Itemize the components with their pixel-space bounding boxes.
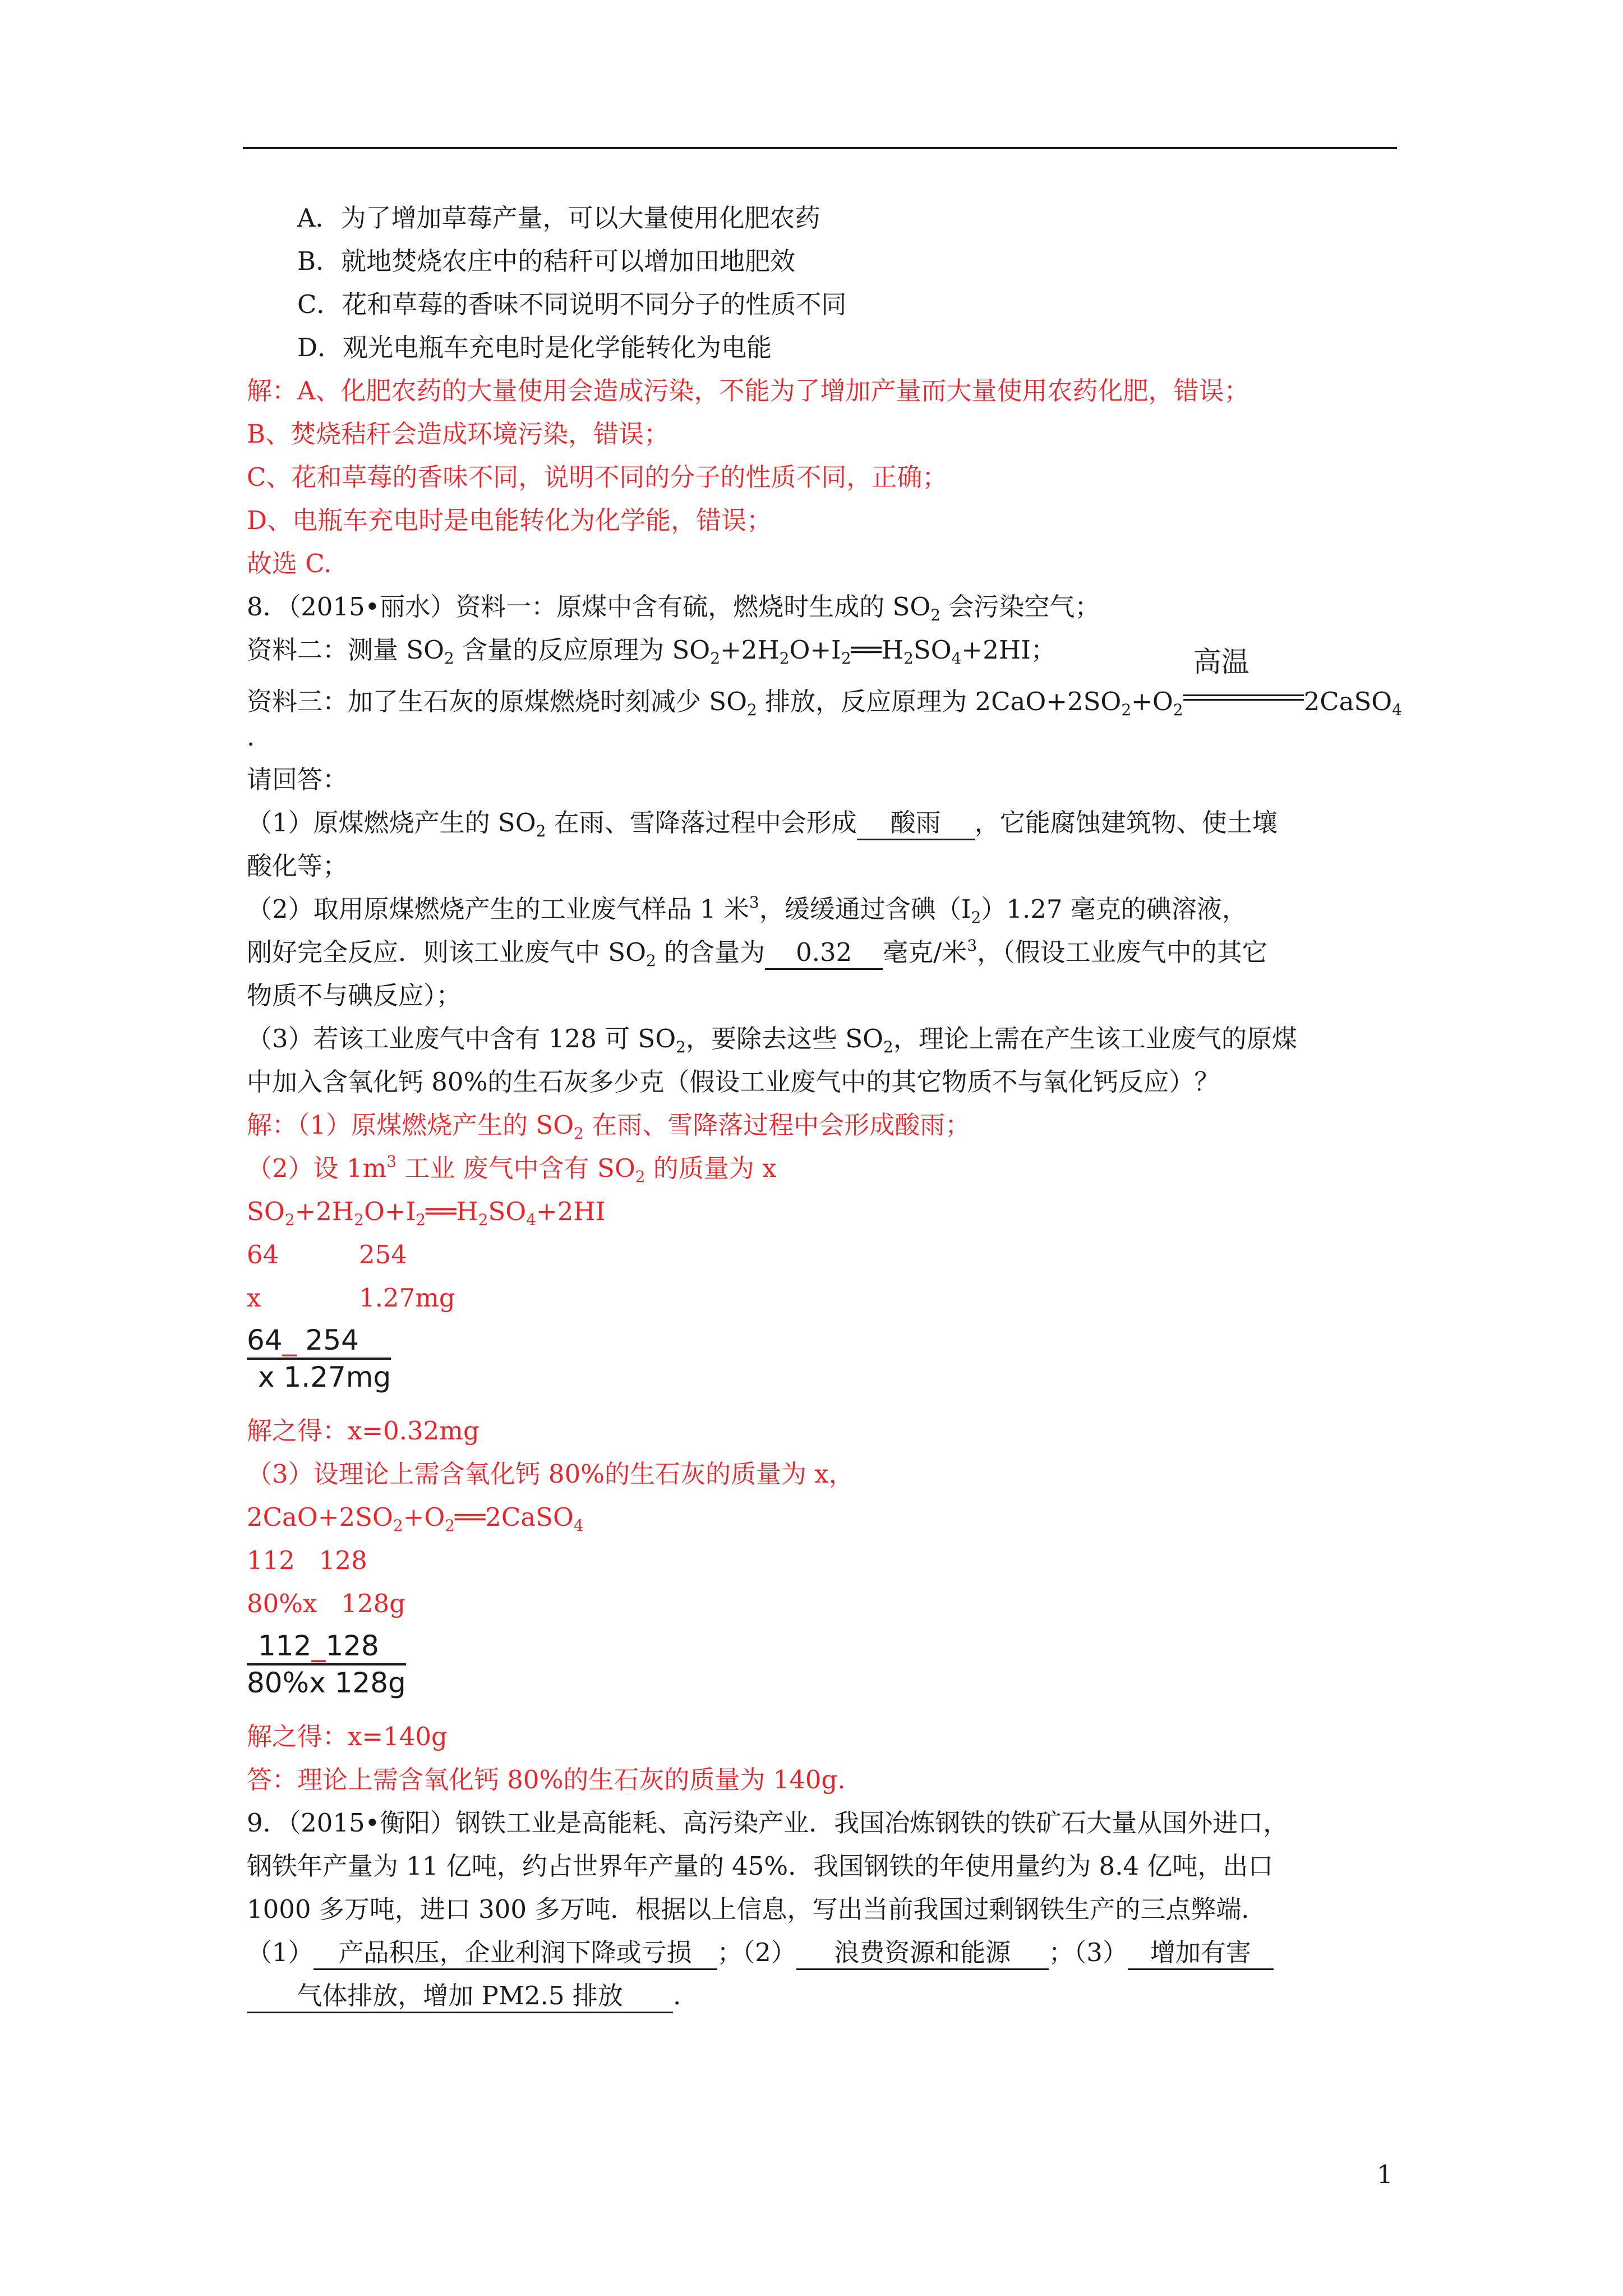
option-a: A．为了增加草莓产量，可以大量使用化肥农药 [297, 203, 820, 233]
q8-material-1: 8．（2015•丽水）资料一：原煤中含有硫，燃烧时生成的 $SO_2$ 会污染空气； [247, 592, 1100, 624]
q8-equation-1: $SO_2+2H_2O+I_2══H_2SO_4+2HI$ [247, 1197, 606, 1229]
q7-answer-line-4: D、电瓶车充电时是电能转化为化学能，错误； [247, 505, 772, 535]
option-c: C．花和草莓的香味不同说明不同分子的性质不同 [297, 289, 847, 319]
reaction-condition-sign: 高温 [1183, 677, 1304, 710]
q8-part-2-cont: 刚好完全反应．则该工业废气中 $SO_2$ 的含量为 0.32 毫克/米$^3$，（假设工业废气中的其它 [247, 936, 1267, 970]
q9-blanks-line: （1） 产品积压，企业利润下降或亏损 ；（2） 浪费资源和能源 ；（3） 增加有害 [247, 1931, 1396, 1974]
option-d: D．观光电瓶车充电时是化学能转化为电能 [297, 333, 772, 362]
q8-ratio-row-2: x 1.27mg [247, 1283, 455, 1313]
q8-part-2: （2）取用原煤燃烧产生的工业废气样品 1 米$^3$，缓缓通过含碘$(I_2)1.27$ 毫克的碘溶液， [247, 893, 1247, 927]
answer-blank-2: 浪费资源和能源 [796, 1937, 1049, 1970]
q7-answer-line-3: C、花和草莓的香味不同，说明不同的分子的性质不同，正确； [247, 462, 948, 492]
q8-result-1: 解之得：x=0.32mg [247, 1416, 479, 1446]
fraction-2: $\frac{112\_128}{80\%x 128g}$ [247, 1630, 406, 1699]
q7-answer-line-2: B、焚烧秸秆会造成环境污染，错误； [247, 419, 670, 449]
q8-ratio-row-1: 64 254 [247, 1240, 407, 1269]
q9-line-1: 9．（2015•衡阳）钢铁工业是高能耗、高污染产业．我国冶炼钢铁的铁矿石大量从国外进口， [247, 1808, 1289, 1838]
q8-ratio-row-4: 80%x 128g [247, 1589, 406, 1618]
q8-final-answer: 答：理论上需含氧化钙 80%的生石灰的质量为 140g. [247, 1765, 846, 1795]
q8-material-2: 资料二：测量 $SO_2$ 含量的反应原理为 $SO_2+2H_2O+I_2══H_2SO_4+2HI$； [247, 635, 1056, 668]
q8-material-3: 资料三：加了生石灰的原煤燃烧时刻减少 $SO_2$ 排放，反应原理为 $2CaO+2SO_2+O_2$ 高温 2CaSO$_4$ [247, 646, 1403, 719]
answer-blank-content: 0.32 [765, 937, 883, 970]
q8-result-2: 解之得：x=140g [247, 1722, 448, 1751]
q7-answer-line-5: 故选 C. [247, 549, 332, 578]
page-number: 1 [1377, 2160, 1393, 2189]
q8-part-3-cont: 中加入含氧化钙 80%的生石灰多少克（假设工业废气中的其它物质不与氧化钙反应）？ [247, 1067, 1220, 1097]
document-body [247, 196, 1403, 2017]
answer-blank-1: 产品积压，企业利润下降或亏损 [313, 1937, 717, 1970]
q8-ratio-row-3: 112 128 [247, 1545, 367, 1575]
q8-part-2-cont-2: 物质不与碘反应）； [247, 981, 462, 1010]
q8-answer-1: 解：（1）原煤燃烧产生的 $SO_2$ 在雨、雪降落过程中会形成酸雨； [247, 1110, 971, 1143]
q8-answer-3: （3）设理论上需含氧化钙 80%的生石灰的质量为 x， [247, 1459, 854, 1489]
answer-blank-acid-rain: 酸雨 [857, 807, 975, 840]
q8-part-1: （1）原煤燃烧产生的 $SO_2$ 在雨、雪降落过程中会形成 酸雨 ，它能腐蚀建筑物、使土壤 [247, 808, 1278, 840]
option-b: B．就地焚烧农庄中的秸秆可以增加田地肥效 [297, 246, 796, 276]
header-rule [243, 147, 1397, 149]
q8-prompt: 请回答： [247, 765, 348, 794]
q7-answer-line-1: 解：A、化肥农药的大量使用会造成污染，不能为了增加产量而大量使用农药化肥，错误； [247, 376, 1249, 406]
q9-line-3: 1000 多万吨，进口 300 多万吨．根据以上信息，写出当前我国过剩钢铁生产的三点弊端． [247, 1894, 1267, 1924]
q8-answer-2: （2）设 $1m^3$ 工业 废气中含有 $SO_2$ 的质量为 x [247, 1152, 777, 1186]
answer-blank-3-end: 气体排放，增加 PM2.5 排放 [247, 1980, 673, 2013]
q8-part-3: （3）若该工业废气中含有 128 可 $SO_2$，要除去这些 $SO_2$，理论上需在产生该工业废气的原煤 [247, 1024, 1297, 1056]
material-3-period: . [247, 722, 255, 752]
fraction-1: $\frac{64\_ 254}{x 1.27mg}$ [247, 1324, 391, 1393]
q8-equation-2: $2CaO+2SO_2+O_2══2CaSO_4$ [247, 1502, 584, 1535]
answer-blank-3-start: 增加有害 [1128, 1937, 1274, 1970]
q8-part-1-cont: 酸化等； [247, 851, 348, 881]
q9-line-2: 钢铁年产量为 11 亿吨，约占世界年产量的 45%．我国钢铁的年使用量约为 8.4 亿吨，出口 [247, 1851, 1274, 1881]
q9-blanks-cont: 气体排放，增加 PM2.5 排放 . [247, 1974, 1396, 2017]
